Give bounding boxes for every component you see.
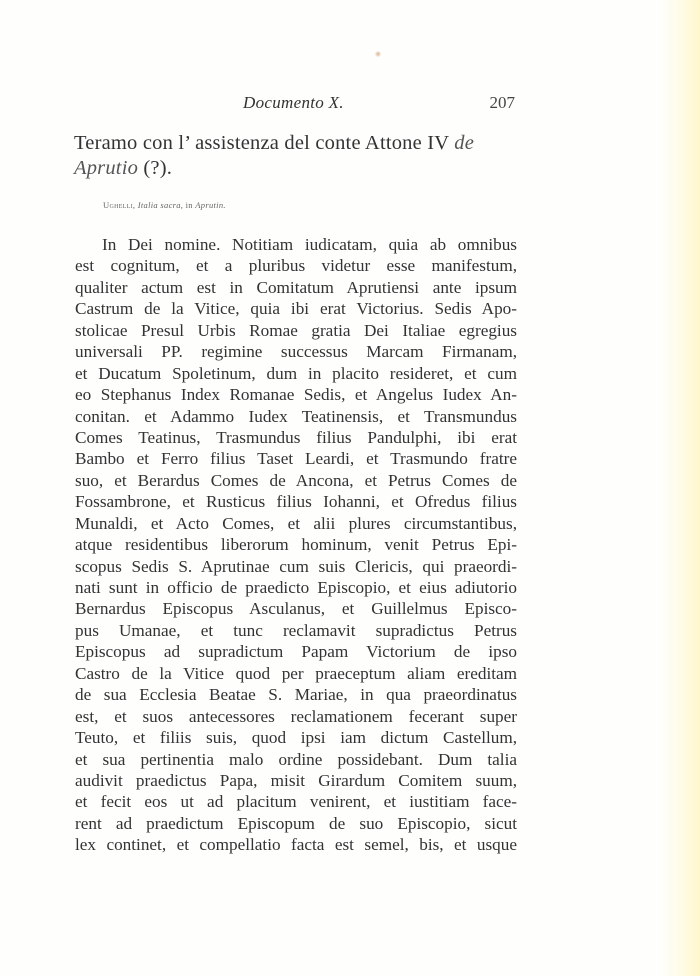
body-line: stolicae Presul Urbis Romae gratia Dei Italiae egregius bbox=[75, 320, 517, 340]
body-line: scopus Sedis S. Aprutinae cum suis Clericis, qui praeordi- bbox=[75, 556, 517, 576]
body-line: de sua Ecclesia Beatae S. Mariae, in qua praeordinatus bbox=[75, 685, 517, 705]
body-line: pus Umanae, et tunc reclamavit supradictus Petrus bbox=[75, 620, 517, 640]
body-line: nati sunt in officio de praedicto Episcopio, et eius adiutorio bbox=[75, 578, 517, 597]
page-number: 207 bbox=[489, 93, 515, 112]
body-line: Bambo et Ferro filius Taset Leardi, et Trasmundo fratre bbox=[75, 449, 517, 469]
body-line: Comes Teatinus, Trasmundus filius Pandulphi, ibi erat bbox=[75, 427, 517, 447]
body-line: et fecit eos ut ad placitum venirent, et iustitiam face- bbox=[75, 792, 517, 812]
body-line: qualiter actum est in Comitatum Aprutiensi ante ipsum bbox=[75, 277, 517, 297]
body-line: Bernardus Episcopus Asculanus, et Guillelmus Episco- bbox=[75, 599, 517, 619]
heading-italic-de: de bbox=[454, 132, 474, 154]
body-line: Fossambrone, et Rusticus filius Iohanni, et Ofredus filius bbox=[75, 492, 517, 512]
body-line: suo, et Berardus Comes de Ancona, et Petrus Comes de bbox=[75, 470, 517, 490]
body-line: universali PP. regimine successus Marcam Firmanam, bbox=[75, 342, 517, 362]
body-line: et sua pertinentia malo ordine possidebant. Dum talia bbox=[75, 749, 517, 769]
page-edge-discoloration bbox=[660, 0, 700, 976]
body-text bbox=[75, 234, 517, 856]
source-work: Italia sacra bbox=[137, 200, 181, 210]
heading-text: Teramo con l’ assistenza del conte Attone IV bbox=[74, 132, 455, 154]
source-section: Aprutin. bbox=[195, 200, 226, 210]
body-line: lex continet, et compellatio facta est semel, bis, et usque bbox=[75, 835, 517, 855]
body-line: atque residentibus liberorum hominum, venit Petrus Epi- bbox=[75, 535, 517, 555]
ink-spot bbox=[375, 51, 381, 57]
body-line: est, et suos antecessores reclamationem fecerant super bbox=[75, 706, 517, 726]
body-line: Teuto, et filiis suis, quod ipsi iam dictum Castellum, bbox=[75, 728, 517, 748]
source-citation bbox=[103, 200, 226, 210]
body-line: est cognitum, et a pluribus videtur esse manifestum, bbox=[75, 256, 517, 276]
body-line: In Dei nomine. Notitiam iudicatam, quia ab omnibus bbox=[102, 235, 517, 254]
heading-tail: (?). bbox=[138, 157, 173, 179]
body-line: Castrum de la Vitice, quia ibi erat Victorius. Sedis Apo- bbox=[75, 299, 517, 319]
running-title: Documento X. bbox=[243, 93, 344, 112]
body-line: conitan. et Adammo Iudex Teatinensis, et Transmundus bbox=[75, 406, 517, 426]
document-heading bbox=[74, 131, 518, 181]
running-head bbox=[243, 93, 515, 117]
body-line: rent ad praedictum Episcopum de suo Episcopio, sicut bbox=[75, 813, 517, 833]
body-line: audivit praedictus Papa, misit Girardum Comitem suum, bbox=[75, 770, 517, 790]
body-line: Munaldi, et Acto Comes, et alii plures circumstantibus, bbox=[75, 513, 517, 533]
body-line: eo Stephanus Index Romanae Sedis, et Angelus Iudex An- bbox=[75, 385, 517, 405]
body-line: Episcopus ad supradictum Papam Victorium de ipso bbox=[75, 642, 517, 662]
body-line: et Ducatum Spoletinum, dum in placito resideret, et cum bbox=[75, 363, 517, 383]
heading-italic-aprutio: Aprutio bbox=[74, 157, 139, 179]
source-sep-2: , in bbox=[180, 200, 196, 210]
body-line: Castro de la Vitice quod per praeceptum aliam ereditam bbox=[75, 663, 517, 683]
source-author: Ughelli bbox=[103, 200, 133, 210]
source-sep-1: , bbox=[132, 200, 138, 210]
